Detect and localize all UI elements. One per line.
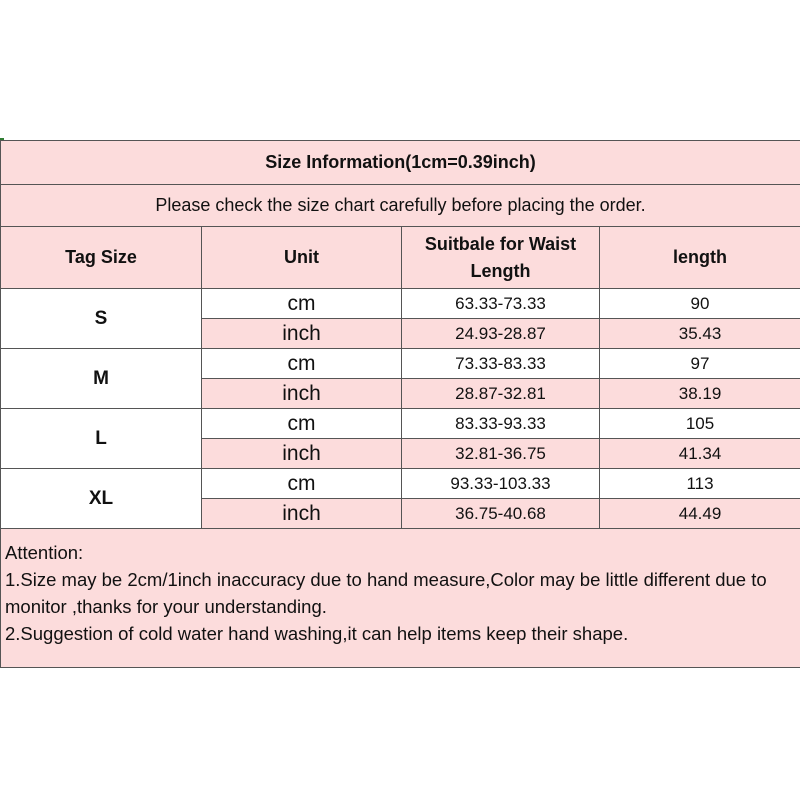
unit-cm: cm <box>202 409 402 439</box>
table-row <box>1 409 800 439</box>
tag-size-m: M <box>1 349 202 409</box>
length-cm: 90 <box>600 289 800 319</box>
length-cm: 97 <box>600 349 800 379</box>
length-inch: 38.19 <box>600 379 800 409</box>
header-unit: Unit <box>202 227 402 289</box>
attention-line-2: 2.Suggestion of cold water hand washing,it can help items keep their shape. <box>5 623 629 644</box>
waist-inch: 32.81-36.75 <box>402 439 600 469</box>
chart-title: Size Information(1cm=0.39inch) <box>1 141 800 185</box>
table-row <box>1 289 800 319</box>
length-inch: 41.34 <box>600 439 800 469</box>
attention-heading: Attention: <box>5 542 84 563</box>
header-waist-length: Suitbale for Waist Length <box>402 227 600 289</box>
tag-size-l: L <box>1 409 202 469</box>
waist-inch: 36.75-40.68 <box>402 499 600 529</box>
length-cm: 113 <box>600 469 800 499</box>
unit-cm: cm <box>202 469 402 499</box>
unit-inch: inch <box>202 379 402 409</box>
header-tag-size: Tag Size <box>1 227 202 289</box>
header-length: length <box>600 227 800 289</box>
size-chart-table <box>0 140 800 668</box>
chart-subtitle: Please check the size chart carefully before placing the order. <box>1 185 800 227</box>
unit-cm: cm <box>202 289 402 319</box>
unit-inch: inch <box>202 499 402 529</box>
waist-cm: 83.33-93.33 <box>402 409 600 439</box>
waist-cm: 63.33-73.33 <box>402 289 600 319</box>
table-row <box>1 349 800 379</box>
length-inch: 44.49 <box>600 499 800 529</box>
waist-cm: 73.33-83.33 <box>402 349 600 379</box>
length-cm: 105 <box>600 409 800 439</box>
waist-inch: 24.93-28.87 <box>402 319 600 349</box>
length-inch: 35.43 <box>600 319 800 349</box>
unit-inch: inch <box>202 439 402 469</box>
unit-inch: inch <box>202 319 402 349</box>
waist-inch: 28.87-32.81 <box>402 379 600 409</box>
unit-cm: cm <box>202 349 402 379</box>
attention-line-1: 1.Size may be 2cm/1inch inaccuracy due to hand measure,Color may be little different due to monitor ,thanks for your understanding. <box>5 569 767 617</box>
tag-size-s: S <box>1 289 202 349</box>
tag-size-xl: XL <box>1 469 202 529</box>
waist-cm: 93.33-103.33 <box>402 469 600 499</box>
attention-notes <box>1 529 800 668</box>
table-row <box>1 469 800 499</box>
